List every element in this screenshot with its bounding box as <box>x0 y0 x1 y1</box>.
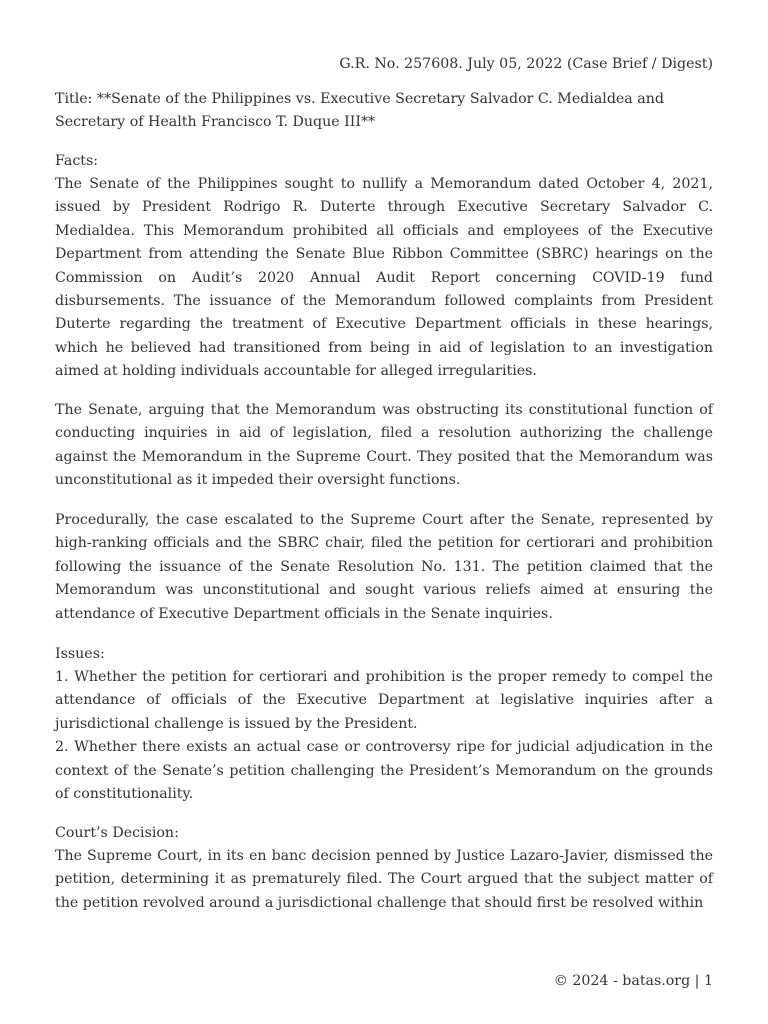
facts-paragraph-1: The Senate of the Philippines sought to nullify a Memorandum dated October 4, 2021, issued by President Rodrigo R. Duterte through Executive Secretary Salvador C. Medialdea. This Memorandum prohibited all officials and employees of the Executive Department from attending the Senate Blue Ribbon Committee (SBRC) hearings on the Commission on Audit’s 2020 Annual Audit Report concerning COVID-19 fund disbursements. The issuance of the Memorandum followed complaints from President Duterte regarding the treatment of Executive Department officials in these hearings, which he believed had transitioned from being in aid of legislation to an investigation aimed at holding individuals accountable for alleged irregularities. <box>55 176 713 380</box>
decision-heading: Court’s Decision: <box>55 825 179 841</box>
facts-heading: Facts: <box>55 153 99 169</box>
decision-paragraph: The Supreme Court, in its en banc decision penned by Justice Lazaro-Javier, dismissed the petition, determining it as prematurely filed. The Court argued that the subject matter of the petition revolved around a jurisdictional challenge that should first be resolved within <box>55 848 713 911</box>
facts-paragraph-3: Procedurally, the case escalated to the Supreme Court after the Senate, represented by high-ranking officials and the SBRC chair, filed the petition for certiorari and prohibition following the issuance of the Senate Resolution No. 131. The petition claimed that the Memorandum was unconstitutional and sought various reliefs aimed at ensuring the attendance of Executive Department officials in the Senate inquiries. <box>55 512 713 622</box>
issues-heading: Issues: <box>55 646 105 662</box>
issue-item-2: 2. Whether there exists an actual case or controversy ripe for judicial adjudication in the context of the Senate’s petition challenging the President’s Memorandum on the grounds of constitutionality. <box>55 739 713 803</box>
page-footer: © 2024 - batas.org | 1 <box>553 973 713 989</box>
document-title: Title: **Senate of the Philippines vs. Executive Secretary Salvador C. Medialdea and Secretary of Health Francisco T. Duque III** <box>55 91 664 131</box>
facts-paragraph-2: The Senate, arguing that the Memorandum was obstructing its constitutional function of conducting inquiries in aid of legislation, filed a resolution authorizing the challenge against the Memorandum in the Supreme Court. They posited that the Memorandum was unconstitutional as it impeded their oversight functions. <box>55 402 713 489</box>
document-page <box>55 0 713 1024</box>
issue-item-1: 1. Whether the petition for certiorari and prohibition is the proper remedy to compel the attendance of officials of the Executive Department at legislative inquiries after a jurisdictional challenge is issued by the President. <box>55 669 713 732</box>
case-reference: G.R. No. 257608. July 05, 2022 (Case Brief / Digest) <box>339 56 713 72</box>
issues-list <box>55 666 713 806</box>
